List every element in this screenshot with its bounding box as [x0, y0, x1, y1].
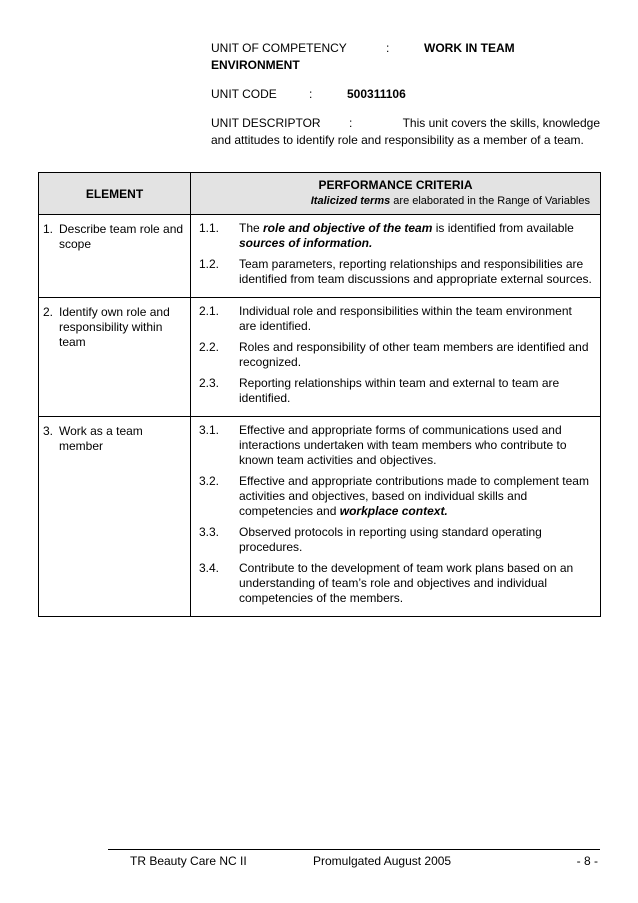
- criterion-text-part: Observed protocols in reporting using standard operating procedures.: [239, 525, 542, 554]
- performance-criteria-header: [191, 173, 601, 215]
- criterion-item: [199, 474, 592, 519]
- criterion-number: 2.3.: [199, 376, 220, 390]
- criterion-text: [239, 474, 592, 519]
- range-of-variables-term: workplace context.: [339, 504, 448, 518]
- criterion-text: [239, 257, 592, 287]
- element-cell: [39, 298, 191, 417]
- criterion-item: [199, 304, 592, 334]
- uoc-label: UNIT OF COMPETENCY: [211, 41, 347, 55]
- element-entry: [43, 424, 184, 454]
- unit-header: [211, 40, 600, 149]
- range-of-variables-term: role and objective of the team: [263, 221, 433, 235]
- descriptor-text: and attitudes to identify role and responsibility as a member of a team.: [211, 133, 584, 147]
- criterion-number: 3.1.: [199, 423, 220, 437]
- criterion-item: [199, 221, 592, 251]
- criterion-number: 3.2.: [199, 474, 220, 488]
- descriptor-label: UNIT DESCRIPTOR: [211, 116, 321, 130]
- table-header-row: [39, 173, 601, 215]
- page-footer: [108, 849, 600, 868]
- footer-qualification: TR Beauty Care NC II: [130, 854, 247, 868]
- descriptor-colon: :: [349, 116, 353, 130]
- unit-descriptor-row: [211, 115, 600, 132]
- unit-code-value: 500311106: [347, 87, 406, 101]
- uoc-value-line1: WORK IN TEAM: [424, 41, 515, 55]
- criterion-text: [239, 304, 592, 334]
- criterion-text-part: Roles and responsibility of other team members are identified and recognized.: [239, 340, 589, 369]
- element-text: Work as a team member: [59, 424, 143, 453]
- criterion-item: [199, 257, 592, 287]
- criterion-text-part: is identified from available: [432, 221, 574, 235]
- criterion-text-part: Effective and appropriate contributions made to complement team activities and objectives, based on individual skills and competencies and: [239, 474, 589, 518]
- criterion-number: 3.3.: [199, 525, 220, 539]
- pc-note-italic: Italicized terms: [310, 195, 391, 207]
- unit-code-row: [211, 86, 600, 103]
- element-number: 3.: [43, 424, 54, 438]
- unit-of-competency-row-2: [211, 57, 600, 74]
- element-text: Identify own role and responsibility within team: [59, 305, 170, 349]
- criterion-text-part: The: [239, 221, 264, 235]
- element-number: 1.: [43, 222, 54, 236]
- footer-promulgated: Promulgated August 2005: [313, 854, 452, 868]
- criterion-item: [199, 423, 592, 468]
- criterion-text: [239, 376, 592, 406]
- element-entry: [43, 222, 184, 252]
- criterion-text: [239, 423, 592, 468]
- element-column-header: ELEMENT: [39, 173, 191, 215]
- criterion-item: [199, 340, 592, 370]
- footer-page-number: - 8 -: [576, 854, 598, 868]
- element-number: 2.: [43, 305, 54, 319]
- criteria-cell: [191, 215, 601, 298]
- criterion-number: 2.1.: [199, 304, 220, 318]
- criterion-item: [199, 561, 592, 606]
- criterion-text: [239, 221, 592, 251]
- criterion-number: 2.2.: [199, 340, 220, 354]
- pc-note: [191, 194, 600, 208]
- criterion-text-part: Contribute to the development of team work plans based on an understanding of team’s role and objectives and individual competencies of the members.: [239, 561, 574, 605]
- criterion-number: 3.4.: [199, 561, 220, 575]
- criterion-text-part: Individual role and responsibilities within the team environment are identified.: [239, 304, 572, 333]
- table-body: [39, 215, 601, 617]
- table-row: [39, 215, 601, 298]
- pc-note-rest: are elaborated in the Range of Variables: [390, 195, 590, 207]
- criterion-item: [199, 376, 592, 406]
- range-of-variables-term: sources of information.: [239, 236, 373, 250]
- competency-table: [38, 172, 601, 617]
- criteria-cell: [191, 417, 601, 617]
- criterion-number: 1.2.: [199, 257, 220, 271]
- element-cell: [39, 215, 191, 298]
- criterion-number: 1.1.: [199, 221, 220, 235]
- unit-code-label: UNIT CODE: [211, 87, 277, 101]
- pc-title: PERFORMANCE CRITERIA: [318, 178, 473, 192]
- unit-of-competency-row: [211, 40, 600, 57]
- uoc-value-line2: ENVIRONMENT: [211, 58, 300, 72]
- uoc-colon: :: [386, 41, 390, 55]
- descriptor-first-line: This unit covers the skills, knowledge: [402, 116, 600, 130]
- criterion-text-part: Effective and appropriate forms of communications used and interactions undertaken with team members who contribute to known team activities and objectives.: [239, 423, 567, 467]
- element-text: Describe team role and scope: [59, 222, 184, 251]
- element-entry: [43, 305, 184, 350]
- criterion-text: [239, 561, 592, 606]
- table-row: [39, 417, 601, 617]
- criterion-text: [239, 340, 592, 370]
- criteria-cell: [191, 298, 601, 417]
- criterion-item: [199, 525, 592, 555]
- unit-code-colon: :: [309, 87, 313, 101]
- criterion-text-part: Reporting relationships within team and external to team are identified.: [239, 376, 560, 405]
- element-cell: [39, 417, 191, 617]
- criterion-text-part: Team parameters, reporting relationships and responsibilities are identified from team discussions and appropriate external sources.: [239, 257, 592, 286]
- table-row: [39, 298, 601, 417]
- criterion-text: [239, 525, 592, 555]
